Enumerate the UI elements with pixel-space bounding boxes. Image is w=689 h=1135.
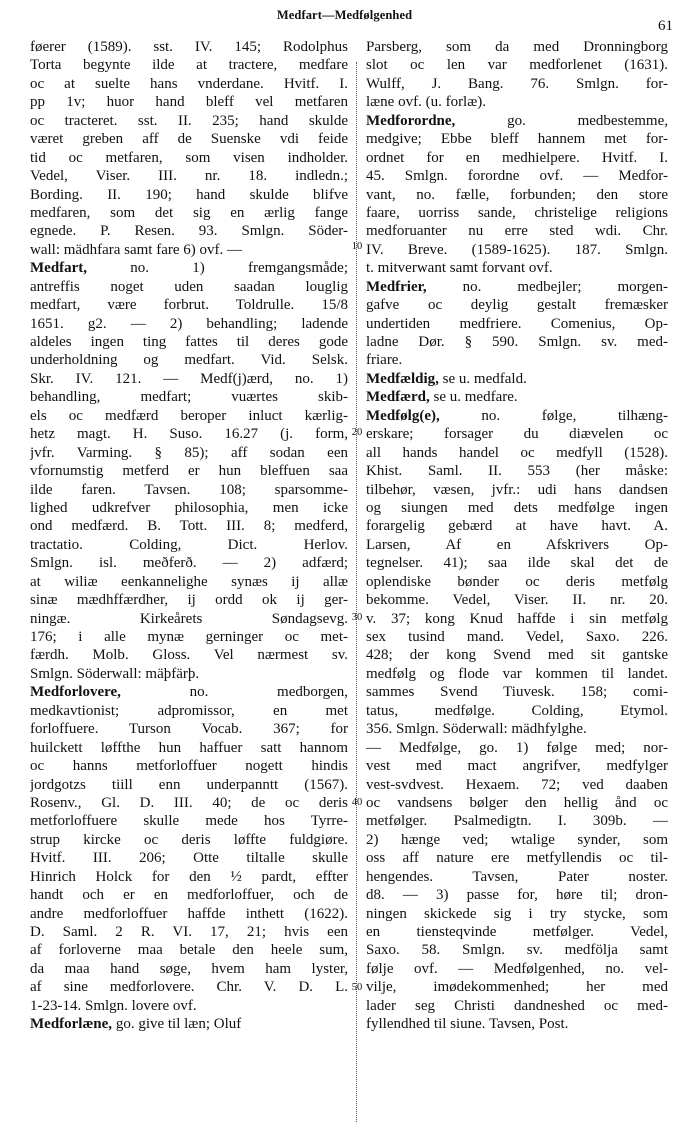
text-line: slot oc len var medforlenet (1631).: [366, 57, 668, 74]
text-line: sammes Svend Tiuvesk. 158; comi-: [366, 684, 668, 701]
text-line: undertiden medfriere. Comenius, Op-: [366, 315, 668, 332]
text-line: da maa hand søge, hvem ham lyster,: [30, 960, 348, 977]
right-column: [366, 38, 668, 1128]
text-line: Parsberg, som da med Dronningborg: [366, 39, 668, 55]
text-line: ordnet for en medhielpere. Hvitf. I.: [366, 149, 668, 166]
text-line: læne ovf. (u. forlæ).: [366, 94, 486, 111]
headword: Medfrier,: [366, 278, 427, 295]
text-line: egnede. P. Resen. 93. Smlgn. Söder-: [30, 223, 348, 240]
text-line: lader seg Christi dandneshed oc med-: [366, 997, 668, 1014]
text-line: Medfølg(e), no. følge, tilhæng-: [366, 407, 668, 424]
text-line: Rosenv., Gl. D. III. 40; de oc deris: [30, 794, 348, 811]
text-line: gafve oc deylig gestalt fremæsker: [366, 297, 668, 314]
text-line: els oc medfærd beroper inluct kærlig-: [30, 407, 348, 424]
margin-line-number: 40: [351, 797, 363, 808]
text-line: oplendiske bønder oc deris metfølg: [366, 573, 668, 590]
text-line: metforloffuere skulle mede hos Tyrre-: [30, 813, 348, 830]
text-line: Khist. Saml. II. 553 (her måske:: [366, 463, 668, 480]
text-line: antreffis noget uden saadan louglig: [30, 278, 348, 295]
text-line: 428; der kong Svend med sit gantske: [366, 647, 668, 664]
headword: Medforlæne,: [30, 1016, 113, 1033]
text-line: tractatio. Colding, Dict. Herlov.: [30, 536, 348, 553]
text-line: 356. Smlgn. Söderwall: mädhfylghe.: [366, 721, 587, 738]
headword: Medfart,: [30, 260, 88, 277]
text-line: sinæ mædhffærdher, ij ordd ok ij ger-: [30, 592, 348, 609]
margin-line-number: 10: [351, 241, 363, 252]
text-line: Medforlovere, no. medborgen,: [30, 684, 348, 701]
text-line: IV. Breve. (1589-1625). 187. Smlgn.: [366, 241, 668, 258]
text-line: Medfart, no. 1) fremgangsmåde;: [30, 260, 348, 277]
page-number: 61: [658, 18, 673, 34]
text-line: erskare; forsager du diævelen oc: [366, 426, 668, 443]
running-title: Medfart—Medfølgenhed: [276, 8, 413, 22]
text-line: af forloverne maa betale den heele sum,: [30, 942, 348, 959]
text-line: v. 37; kong Knud haffde i sin metfølg: [366, 610, 668, 627]
headword: Medfældig,: [366, 370, 439, 387]
text-line: ningæ. Kirkeårets Søndagsevg.: [30, 610, 348, 627]
text-line: ilde faren. Tavsen. 108; sparsomme-: [30, 481, 348, 498]
text-line: en tiensteqvinde metfølger. Vedel,: [366, 924, 668, 940]
text-line: medforuanter nu erre sted wdi. Chr.: [366, 223, 668, 240]
text-line: Bording. II. 190; hand skulde blifve: [30, 186, 348, 203]
headword: Medforordne,: [366, 112, 456, 129]
margin-line-number: 20: [351, 427, 363, 438]
text-line: oc vandsens bølger den hellig ånd oc: [366, 794, 668, 811]
text-line: 45. Smlgn. forordne ovf. — Medfor-: [366, 168, 668, 185]
text-line: 2) hænge ved; wtalige synder, som: [366, 831, 668, 848]
text-line: færdh. Molb. Gloss. Vel nærmest sv.: [30, 647, 348, 664]
text-line: 1-23-14. Smlgn. lovere ovf.: [30, 997, 197, 1014]
headword: Medfølg(e),: [366, 407, 440, 424]
text-line: tid oc metfaren, som visen indholder.: [30, 149, 348, 166]
text-line: oc tracteret. sst. II. 235; hand skulde: [30, 112, 348, 129]
text-line: strup kircke oc deris løffte fuldgiøre.: [30, 831, 348, 848]
text-line: D. Saml. 2 R. VI. 17, 21; hvis een: [30, 924, 348, 940]
text-line: hengendes. Tavsen, Pater noster.: [366, 868, 668, 885]
text-line: vfornumstig metferd er hun bleffuen saa: [30, 463, 348, 480]
text-line: medfølg og flode var kommen til landet.: [366, 665, 668, 682]
text-line: Larsen, Af en Afskrivers Op-: [366, 536, 668, 553]
text-line: Hinrich Holck for den ½ pardt, effter: [30, 868, 348, 885]
text-line: friare.: [366, 352, 403, 369]
column-divider: [356, 62, 357, 1122]
text-line: Medforlæne, go. give til læn; Oluf: [30, 1016, 242, 1033]
text-line: vest med mact angrifver, medfylger: [366, 758, 668, 775]
text-line: vilje, imødekommenhed; her med: [366, 979, 668, 996]
text-line: Skr. IV. 121. — Medf(j)ærd, no. 1): [30, 370, 348, 387]
text-line: 176; i alle mynæ gerninger oc met-: [30, 629, 348, 645]
left-column: [30, 38, 348, 1128]
text-line: tegnelser. 41); saa ilde skal det de: [366, 555, 668, 572]
text-line: sex tusind mand. Vedel, Saxo. 226.: [366, 629, 668, 645]
text-line: føerer (1589). sst. IV. 145; Rodolphus: [30, 39, 348, 55]
text-line: t. mitverwant samt forvant ovf.: [366, 260, 553, 277]
text-line: jvfr. Varming. § 85); aff sodan een: [30, 444, 348, 461]
text-line: bekomme. Vedel, Viser. II. nr. 20.: [366, 592, 668, 609]
text-line: Medfældig, se u. medfald.: [366, 370, 527, 387]
page-header: [0, 6, 689, 36]
text-line: forargelig gebærd at have havt. A.: [366, 518, 668, 535]
text-line: lighed udkrefver philosophia, men icke: [30, 499, 348, 516]
text-line: Medforordne, go. medbestemme,: [366, 112, 668, 129]
text-line: Wulff, J. Bang. 76. Smlgn. for-: [366, 75, 668, 92]
text-line: Medfrier, no. medbejler; morgen-: [366, 278, 668, 295]
text-line: d8. — 3) passe for, høre til; dron-: [366, 887, 668, 904]
text-line: handt och er en medforloffuer, och de: [30, 887, 348, 904]
text-line: faare, uorriss sande, christelige religions: [366, 204, 668, 221]
headword: Medfærd,: [366, 389, 430, 406]
text-line: vest-svdvest. Hexaem. 72; ved daaben: [366, 776, 668, 793]
text-line: Medfærd, se u. medfare.: [366, 389, 518, 406]
text-line: behandling, medfart; vuærtes skib-: [30, 389, 348, 406]
text-line: Torta begynte ilde at tractere, medfare: [30, 57, 348, 74]
text-line: oss aff nature ere metfyllendis oc til-: [366, 850, 668, 867]
text-line: oc hanns metforloffuer nogett hindis: [30, 758, 348, 775]
text-line: ningen skickede sig i try stycke, som: [366, 905, 668, 922]
text-line: Smlgn. Söderwall: mäþfärþ.: [30, 665, 200, 682]
text-line: vant, no. fælle, forbunden; den store: [366, 186, 668, 203]
text-line: pp 1v; huor hand bleff vel metfaren: [30, 94, 348, 111]
text-line: Vedel, Viser. III. nr. 18. indledn.;: [30, 168, 348, 185]
text-line: — Medfølge, go. 1) følge med; nor-: [366, 739, 668, 756]
text-line: oc at suelte hans vnderdane. Hvitf. I.: [30, 75, 348, 92]
text-line: tatus, medfølge. Colding, Etymol.: [366, 702, 668, 719]
text-line: fyllendhed til siune. Tavsen, Post.: [366, 1016, 569, 1033]
text-line: tilbehør, væsen, jvfr.: udi hans dandsen: [366, 481, 668, 498]
text-line: af sine medforlovere. Chr. V. D. L.: [30, 979, 348, 996]
text-line: ladne Dør. § 590. Smlgn. sv. med-: [366, 334, 668, 350]
text-line: huilckett løffthe hun haffuer satt hannom: [30, 739, 348, 756]
text-line: følje ovf. — Medfølgenhed, no. vel-: [366, 960, 668, 977]
text-line: andre medforloffuer haffde inthett (1622).: [30, 905, 348, 922]
text-line: 1651. g2. — 2) behandling; ladende: [30, 315, 348, 332]
text-line: jordgotzs tiill enn underpanntt (1567).: [30, 776, 348, 793]
headword: Medforlovere,: [30, 684, 121, 701]
text-line: medfart, være forbrut. Toldrulle. 15/8: [30, 297, 348, 314]
text-line: været greben aff de Suenske vdi feide: [30, 131, 348, 148]
text-line: medfaren, som det sig en ærlig fange: [30, 204, 348, 221]
text-line: medkavtionist; adpromissor, en met: [30, 702, 348, 719]
text-line: all hands handel oc medfyll (1528).: [366, 444, 668, 461]
text-line: metfølger. Psalmedigtn. I. 309b. —: [366, 813, 668, 830]
text-line: aldeles ingen ting fattes til deres gode: [30, 334, 348, 350]
text-line: hetz magt. H. Suso. 16.27 (j. form,: [30, 426, 348, 443]
text-line: Saxo. 58. Smlgn. sv. medfölja samt: [366, 942, 668, 959]
text-line: underholdning og medfart. Vid. Selsk.: [30, 352, 348, 369]
text-line: forloffuere. Turson Vocab. 367; for: [30, 721, 348, 738]
margin-line-number: 50: [351, 982, 363, 993]
text-line: ond medfærd. B. Tott. III. 8; medferd,: [30, 518, 348, 535]
text-line: at wiliæ eenkannelighe synæs ij allæ: [30, 573, 348, 590]
margin-line-number: 30: [351, 612, 363, 623]
text-line: Smlgn. isl. meðferð. — 2) adfærd;: [30, 555, 348, 572]
text-line: medgive; Ebbe bleff hannem met for-: [366, 131, 668, 148]
text-line: wall: mädhfara samt fare 6) ovf. —: [30, 241, 242, 258]
text-line: Hvitf. III. 206; Otte tiltalle skulle: [30, 850, 348, 867]
text-line: og siungen med dets medfølge ingen: [366, 499, 668, 516]
